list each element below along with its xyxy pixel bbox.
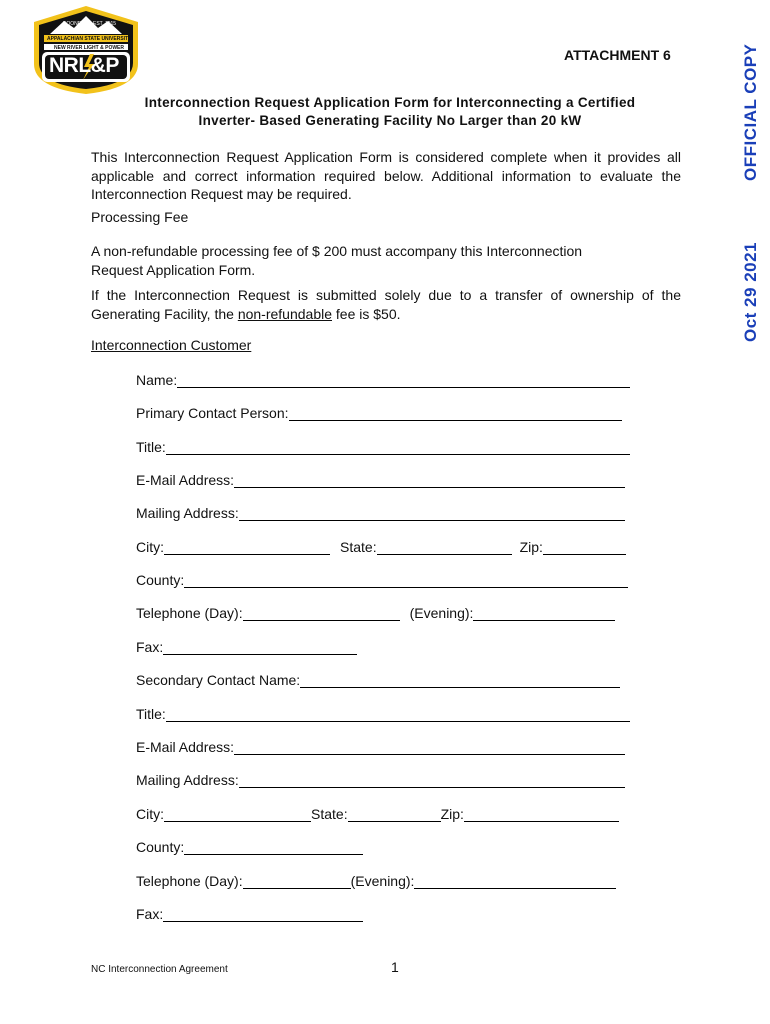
tel-evening-label: (Evening): (409, 605, 474, 621)
secondary-state-field[interactable] (348, 805, 441, 822)
secondary-county-label: County: (136, 839, 185, 855)
fee-paragraph (91, 242, 681, 279)
non-refundable-term: non-refundable (237, 305, 332, 322)
secondary-email-row (136, 735, 625, 755)
secondary-city-label: City: (136, 806, 164, 822)
name-label: Name: (136, 372, 178, 388)
state-field[interactable] (377, 538, 512, 555)
intro-paragraph: This Interconnection Request Application Form is considered complete when it provides all applicable and correct information required below. Additional information to evaluate the Interconnection Request may be required. (91, 149, 681, 202)
nrlp-logo (30, 4, 142, 96)
title-row (136, 435, 630, 455)
secondary-title-field[interactable] (166, 705, 630, 722)
fax-row (136, 635, 357, 655)
fee-line1: A non-refundable processing fee of $ 200 must accompany this Interconnection (91, 243, 583, 259)
tel-day-field[interactable] (243, 604, 400, 621)
official-copy-stamp: OFFICIAL COPY (741, 43, 760, 181)
primary-contact-field[interactable] (289, 404, 622, 421)
logo-university: APPALACHIAN STATE UNIVERSITY (47, 36, 132, 42)
secondary-county-field[interactable] (184, 838, 363, 855)
secondary-tel-day-field[interactable] (243, 872, 351, 889)
secondary-fax-field[interactable] (163, 905, 363, 922)
secondary-contact-field[interactable] (300, 671, 620, 688)
secondary-title-row (136, 702, 630, 722)
secondary-tel-evening-label: (Evening): (350, 873, 415, 889)
secondary-fax-label: Fax: (136, 906, 164, 922)
telephone-row (136, 601, 615, 621)
secondary-title-label: Title: (136, 706, 166, 722)
state-label: State: (340, 539, 377, 555)
county-row (136, 568, 628, 588)
city-state-zip-row (136, 535, 626, 555)
secondary-contact-row (136, 668, 620, 688)
secondary-mailing-label: Mailing Address: (136, 772, 239, 788)
secondary-telephone-row (136, 869, 616, 889)
secondary-email-field[interactable] (234, 738, 625, 755)
title-label: Title: (136, 439, 166, 455)
city-label: City: (136, 539, 164, 555)
secondary-zip-label: Zip: (440, 806, 464, 822)
secondary-tel-day-label: Telephone (Day): (136, 873, 243, 889)
title-field[interactable] (166, 438, 630, 455)
fax-label: Fax: (136, 639, 164, 655)
secondary-fax-row (136, 902, 363, 922)
transfer-paragraph (91, 286, 681, 323)
secondary-email-label: E-Mail Address: (136, 739, 235, 755)
mailing-label: Mailing Address: (136, 505, 239, 521)
tel-evening-field[interactable] (473, 604, 615, 621)
fax-field[interactable] (163, 638, 357, 655)
email-row (136, 468, 625, 488)
secondary-mailing-row (136, 768, 625, 788)
processing-fee-heading: Processing Fee (91, 209, 189, 225)
secondary-zip-field[interactable] (464, 805, 619, 822)
form-title (60, 94, 720, 130)
logo-location: BOONE, NC (63, 21, 92, 27)
county-field[interactable] (184, 571, 628, 588)
mailing-row (136, 501, 625, 521)
zip-label: Zip: (519, 539, 543, 555)
email-label: E-Mail Address: (136, 472, 235, 488)
county-label: County: (136, 572, 185, 588)
city-field[interactable] (164, 538, 330, 555)
primary-contact-label: Primary Contact Person: (136, 405, 289, 421)
transfer-text-after: fee is $50. (332, 305, 401, 322)
secondary-tel-evening-field[interactable] (414, 872, 616, 889)
secondary-mailing-field[interactable] (239, 771, 625, 788)
name-field[interactable] (177, 371, 630, 388)
stamp-date: Oct 29 2021 (741, 241, 760, 342)
page-number: 1 (391, 959, 399, 975)
attachment-label: ATTACHMENT 6 (564, 47, 671, 63)
primary-contact-row (136, 401, 622, 421)
mailing-field[interactable] (239, 504, 625, 521)
section-heading: Interconnection Customer (91, 337, 252, 353)
tel-day-label: Telephone (Day): (136, 605, 243, 621)
footer-doc-name: NC Interconnection Agreement (91, 964, 228, 975)
secondary-county-row (136, 835, 363, 855)
form-title-line2: Inverter- Based Generating Facility No Larger than 20 kW (198, 113, 582, 128)
secondary-city-field[interactable] (164, 805, 311, 822)
transfer-text-before: If the Interconnection Request is submitted solely due to a transfer of ownership of the Generating Facility, the (91, 287, 681, 322)
secondary-state-label: State: (311, 806, 348, 822)
zip-field[interactable] (543, 538, 626, 555)
logo-mark: NRL&P (49, 54, 119, 77)
secondary-city-state-zip-row (136, 802, 619, 822)
logo-utility: NEW RIVER LIGHT & POWER (54, 45, 124, 51)
secondary-contact-label: Secondary Contact Name: (136, 672, 301, 688)
email-field[interactable] (234, 471, 625, 488)
fee-line2: Request Application Form. (91, 261, 256, 278)
logo-established: EST. 1915 (93, 21, 117, 27)
name-row (136, 368, 630, 388)
form-title-line1: Interconnection Request Application Form for Interconnecting a Certified (144, 95, 636, 110)
